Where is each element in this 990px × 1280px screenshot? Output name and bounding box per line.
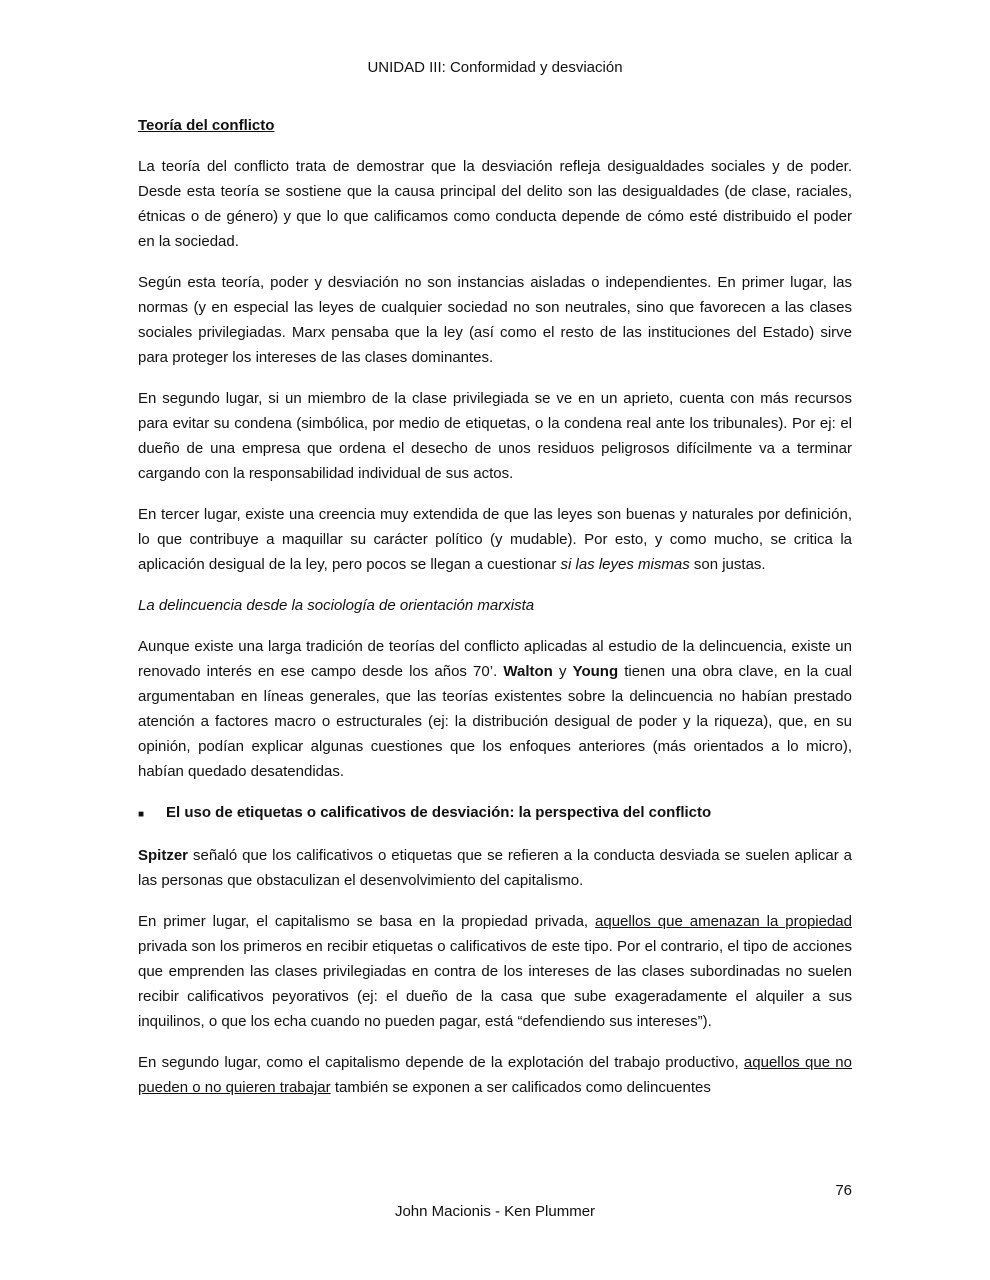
emphasis-text: si las leyes mismas bbox=[560, 556, 690, 573]
paragraph bbox=[138, 909, 852, 1034]
author-name: Spitzer bbox=[138, 847, 189, 864]
text-run: En primer lugar, el capitalismo se basa en la propiedad privada, bbox=[138, 913, 596, 930]
running-footer: John Macionis - Ken Plummer bbox=[394, 1203, 596, 1220]
text-run: señaló que los calificativos o etiquetas que se refieren a la conducta desviada se suelen aplicar a las personas que obstaculizan el desenvolvimiento del capitalismo. bbox=[138, 847, 852, 889]
text-run: tienen una obra clave, en la cual argumentaban en líneas generales, que las teorías existentes sobre la delincuencia no habían prestado atención a factores macro o estructurales (ej: la distribución desigual de poder y la riqueza), que, en su opinión, podían explicar algunas cuestiones que los enfoques anteriores (más orientados a lo micro), habían quedado desatendidas. bbox=[138, 663, 852, 780]
text-run: son justas. bbox=[689, 556, 766, 573]
paragraph bbox=[138, 502, 852, 577]
subheading: La delincuencia desde la sociología de orientación marxista bbox=[138, 597, 535, 614]
author-name: Walton bbox=[503, 663, 553, 680]
underlined-text: aquellos que amenazan la propiedad bbox=[595, 913, 852, 930]
paragraph: La teoría del conflicto trata de demostrar que la desviación refleja desigualdades sociales y de poder. Desde esta teoría se sostiene que la causa principal del delito son las desigualdades (de clase, raciales, étnicas o de género) y que lo que calificamos como conducta depende de cómo esté distribuido el poder en la sociedad. bbox=[138, 158, 852, 250]
page-body bbox=[138, 113, 852, 1116]
running-header: UNIDAD III: Conformidad y desviación bbox=[367, 59, 623, 76]
paragraph: Según esta teoría, poder y desviación no son instancias aisladas o independientes. En primer lugar, las normas (y en especial las leyes de cualquier sociedad no son neutrales, sino que favorecen a las clases sociales privilegiadas. Marx pensaba que la ley (así como el resto de las instituciones del Estado) sirve para proteger los intereses de las clases dominantes. bbox=[138, 274, 852, 366]
text-run: y bbox=[552, 663, 573, 680]
text-run: privada son los primeros en recibir etiquetas o calificativos de este tipo. Por el contrario, el tipo de acciones que emprenden las clases privilegiadas en contra de los intereses de las clases subordinadas no suelen recibir calificativos peyorativos (ej: el dueño de la casa que sube exageradamente el alquiler a sus inquilinos, o que los echa cuando no pueden pagar, está “defendiendo sus intereses”). bbox=[138, 938, 852, 1030]
section-title: Teoría del conflicto bbox=[138, 117, 275, 134]
square-bullet-icon: ■ bbox=[138, 809, 145, 820]
text-run: En tercer lugar, existe una creencia muy extendida de que las leyes son buenas y naturales por definición, lo que contribuye a maquillar su carácter político (y mudable). Por esto, y como mucho, se critica la aplicación desigual de la ley, pero pocos se llegan a cuestionar bbox=[138, 506, 852, 573]
paragraph: En segundo lugar, si un miembro de la clase privilegiada se ve en un aprieto, cuenta con más recursos para evitar su condena (simbólica, por medio de etiquetas, o la condena real ante los tribunales). Por ej: el dueño de una empresa que ordena el desecho de unos residuos peligrosos difícilmente va a terminar cargando con la responsabilidad individual de sus actos. bbox=[138, 390, 852, 482]
paragraph bbox=[138, 634, 852, 784]
text-run: Aunque existe una larga tradición de teorías del conflicto aplicadas al estudio de la delincuencia, existe un renovado interés en ese campo desde los años 70’. bbox=[138, 638, 852, 680]
text-run: En segundo lugar, como el capitalismo depende de la explotación del trabajo productivo, bbox=[138, 1054, 744, 1071]
author-name: Young bbox=[572, 663, 619, 680]
underlined-text: aquellos que no pueden o no quieren trabajar bbox=[138, 1054, 852, 1096]
page-number: 76 bbox=[835, 1182, 852, 1199]
text-run: también se exponen a ser calificados como delincuentes bbox=[330, 1079, 711, 1096]
paragraph bbox=[138, 1050, 852, 1100]
paragraph bbox=[138, 843, 852, 893]
bullet-heading bbox=[138, 800, 852, 827]
bullet-heading-text: El uso de etiquetas o calificativos de desviación: la perspectiva del conflicto bbox=[166, 804, 712, 821]
